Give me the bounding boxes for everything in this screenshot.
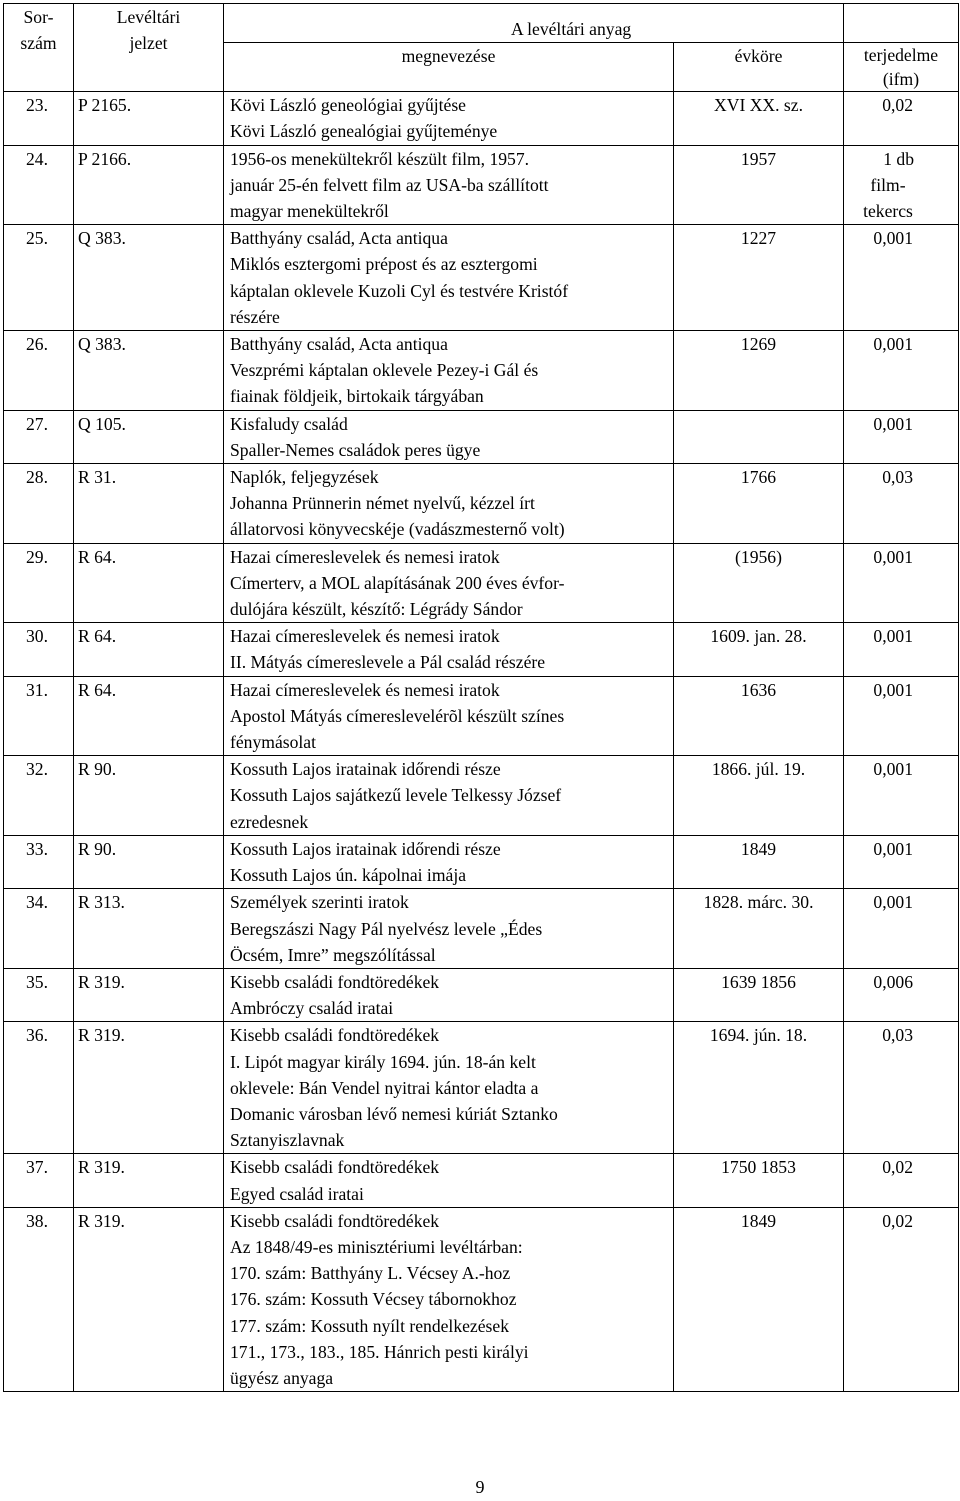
record-extent-line: 0,03 xyxy=(882,467,913,488)
record-description-line: ezredesnek xyxy=(230,811,309,832)
record-series: Kövi László geneológiai gyűjtése xyxy=(230,95,466,116)
header-group-title: A levéltári anyag xyxy=(224,4,844,43)
table-row xyxy=(4,543,959,623)
record-description-line: Johanna Prünnerin német nyelvű, kézzel írt xyxy=(230,493,535,514)
record-description-line: II. Mátyás címereslevele a Pál család részére xyxy=(230,652,546,673)
table-row xyxy=(4,676,959,756)
archival-signature: R 64. xyxy=(74,543,224,623)
archival-signature: P 2165. xyxy=(74,92,224,145)
record-extent xyxy=(844,1154,959,1207)
table-row xyxy=(4,1022,959,1154)
record-era: XVI XX. sz. xyxy=(674,92,844,145)
record-extent-line: 0,02 xyxy=(882,95,913,116)
record-description-line: Kossuth Lajos ún. kápolnai imája xyxy=(230,865,467,886)
table-row xyxy=(4,145,959,225)
header-extent-line2: (ifm) xyxy=(882,69,920,90)
header-era: évköre xyxy=(674,43,844,92)
record-extent-line: 0,001 xyxy=(873,334,913,355)
record-extent-line: 0,03 xyxy=(882,1025,913,1046)
table-row xyxy=(4,756,959,836)
record-era: 1639 1856 xyxy=(674,968,844,1021)
record-series: Batthyány család, Acta antiqua xyxy=(230,334,448,355)
record-extent xyxy=(844,1207,959,1391)
row-number: 27. xyxy=(4,410,74,463)
record-description-line: 177. szám: Kossuth nyílt rendelkezések xyxy=(230,1315,509,1336)
table-row xyxy=(4,225,959,331)
record-era: 1694. jún. 18. xyxy=(674,1022,844,1154)
record-series: Hazai címereslevelek és nemesi iratok xyxy=(230,546,500,567)
record-description-line: Ambróczy család iratai xyxy=(230,998,394,1019)
record-description-line: részére xyxy=(230,306,280,327)
record-era: (1956) xyxy=(674,543,844,623)
record-era: 1636 xyxy=(674,676,844,756)
record-extent-line: 0,02 xyxy=(882,1210,913,1231)
record-description-line: Veszprémi káptalan oklevele Pezey-i Gál és xyxy=(230,360,539,381)
record-extent-line: tekercs xyxy=(863,201,913,222)
record-description-line: Az 1848/49-es minisztériumi levéltárban: xyxy=(230,1236,523,1257)
archival-signature: Q 105. xyxy=(74,410,224,463)
record-extent-line: 0,001 xyxy=(873,228,913,249)
record-extent xyxy=(844,410,959,463)
archival-signature: R 90. xyxy=(74,756,224,836)
header-signature xyxy=(74,4,224,92)
record-description xyxy=(224,1022,674,1154)
record-description-line: oklevele: Bán Vendel nyitrai kántor eladta a xyxy=(230,1077,539,1098)
record-description-line: Spaller-Nemes családok peres ügye xyxy=(230,439,481,460)
record-extent-line: 0,02 xyxy=(882,1157,913,1178)
record-description xyxy=(224,968,674,1021)
table-row xyxy=(4,331,959,411)
row-number: 33. xyxy=(4,835,74,888)
record-description-line: 170. szám: Batthyány L. Vécsey A.-hoz xyxy=(230,1263,511,1284)
archival-signature: R 319. xyxy=(74,1207,224,1391)
row-number: 36. xyxy=(4,1022,74,1154)
record-extent xyxy=(844,543,959,623)
record-description-line: állatorvosi könyvecskéje (vadászmesternő volt) xyxy=(230,519,565,540)
table-header xyxy=(4,4,959,92)
record-description-line: fiainak földjeik, birtokaik tárgyában xyxy=(230,386,484,407)
record-description xyxy=(224,543,674,623)
record-description xyxy=(224,1207,674,1391)
record-extent xyxy=(844,968,959,1021)
record-description xyxy=(224,145,674,225)
record-era: 1609. jan. 28. xyxy=(674,623,844,676)
record-description xyxy=(224,889,674,969)
row-number: 37. xyxy=(4,1154,74,1207)
record-description-line: január 25-én felvett film az USA-ba szállított xyxy=(230,174,549,195)
record-extent-line: 1 db xyxy=(883,148,914,169)
record-description xyxy=(224,331,674,411)
record-description-line: Domanic városban lévő nemesi kúriát Sztanko xyxy=(230,1103,558,1124)
table-row xyxy=(4,889,959,969)
record-description xyxy=(224,756,674,836)
archival-signature: Q 383. xyxy=(74,331,224,411)
record-extent-line: 0,001 xyxy=(873,892,913,913)
table-row xyxy=(4,410,959,463)
archival-signature: P 2166. xyxy=(74,145,224,225)
record-extent-line: 0,001 xyxy=(873,838,913,859)
record-extent xyxy=(844,623,959,676)
record-era: 1750 1853 xyxy=(674,1154,844,1207)
record-era: 1849 xyxy=(674,1207,844,1391)
record-description xyxy=(224,835,674,888)
record-series: Kisebb családi fondtöredékek xyxy=(230,1210,440,1231)
table-row xyxy=(4,92,959,145)
record-extent xyxy=(844,1022,959,1154)
record-description-line: I. Lipót magyar király 1694. jún. 18-án kelt xyxy=(230,1051,536,1072)
record-description-line: Egyed család iratai xyxy=(230,1183,364,1204)
record-description-line: Kossuth Lajos sajátkezű levele Telkessy József xyxy=(230,785,562,806)
record-description xyxy=(224,410,674,463)
record-series: Kisfaludy család xyxy=(230,413,348,434)
record-description-line: dulójára készült, készítő: Légrády Sándor xyxy=(230,599,523,620)
record-description-line: Beregszászi Nagy Pál nyelvész levele „Édes xyxy=(230,918,543,939)
record-extent xyxy=(844,145,959,225)
record-description xyxy=(224,676,674,756)
row-number: 30. xyxy=(4,623,74,676)
header-signature-line1: Levéltári xyxy=(116,7,181,27)
record-series: Kisebb családi fondtöredékek xyxy=(230,1157,440,1178)
record-extent xyxy=(844,835,959,888)
archival-register-table xyxy=(3,3,959,1392)
archival-signature: R 64. xyxy=(74,676,224,756)
row-number: 34. xyxy=(4,889,74,969)
record-description xyxy=(224,92,674,145)
record-series: Személyek szerinti iratok xyxy=(230,892,409,913)
record-era: 1866. júl. 19. xyxy=(674,756,844,836)
record-description-line: Címerterv, a MOL alapításának 200 éves évfor- xyxy=(230,572,565,593)
record-series: Kossuth Lajos iratainak időrendi része xyxy=(230,838,501,859)
record-description-line: Sztanyiszlavnak xyxy=(230,1130,345,1151)
record-description xyxy=(224,225,674,331)
record-series: Hazai címereslevelek és nemesi iratok xyxy=(230,626,500,647)
record-description-line: Apostol Mátyás címereslevelérõl készült színes xyxy=(230,705,565,726)
header-description: megnevezése xyxy=(224,43,674,92)
record-series: Kisebb családi fondtöredékek xyxy=(230,1025,440,1046)
table-row xyxy=(4,623,959,676)
record-description xyxy=(224,464,674,544)
record-description-line: magyar menekültekről xyxy=(230,201,389,222)
row-number: 31. xyxy=(4,676,74,756)
record-series: Hazai címereslevelek és nemesi iratok xyxy=(230,679,500,700)
archival-signature: Q 383. xyxy=(74,225,224,331)
record-series: Batthyány család, Acta antiqua xyxy=(230,228,448,249)
record-era: 1766 xyxy=(674,464,844,544)
row-number: 28. xyxy=(4,464,74,544)
record-extent xyxy=(844,676,959,756)
table-row xyxy=(4,835,959,888)
record-extent xyxy=(844,225,959,331)
row-number: 38. xyxy=(4,1207,74,1391)
record-era: 1849 xyxy=(674,835,844,888)
archival-signature: R 319. xyxy=(74,1022,224,1154)
record-description-line: fénymásolat xyxy=(230,732,316,753)
header-signature-line2: jelzet xyxy=(129,33,168,54)
record-description-line: káptalan oklevele Kuzoli Cyl és testvére Kristóf xyxy=(230,280,569,301)
row-number: 35. xyxy=(4,968,74,1021)
record-description-line: 176. szám: Kossuth Vécsey tábornokhoz xyxy=(230,1289,517,1310)
header-extent xyxy=(844,43,959,92)
record-series: Kossuth Lajos iratainak időrendi része xyxy=(230,759,501,780)
row-number: 32. xyxy=(4,756,74,836)
record-extent-line: 0,001 xyxy=(873,626,913,647)
header-extent-line1: terjedelme xyxy=(863,45,939,66)
archival-signature: R 64. xyxy=(74,623,224,676)
table-row xyxy=(4,464,959,544)
header-group-spacer xyxy=(844,4,959,43)
row-number: 24. xyxy=(4,145,74,225)
record-extent-line: 0,001 xyxy=(873,679,913,700)
archival-signature: R 319. xyxy=(74,1154,224,1207)
record-description-line: Miklós esztergomi prépost és az esztergomi xyxy=(230,254,538,275)
header-row-number-line1: Sor- xyxy=(23,7,54,27)
record-series: 1956-os menekültekről készült film, 1957. xyxy=(230,148,530,169)
record-era: 1828. márc. 30. xyxy=(674,889,844,969)
archival-signature: R 90. xyxy=(74,835,224,888)
record-extent xyxy=(844,92,959,145)
table-row xyxy=(4,1154,959,1207)
page-number: 9 xyxy=(475,1477,485,1497)
record-extent-line: 0,001 xyxy=(873,413,913,434)
header-row-number-line2: szám xyxy=(20,33,57,54)
record-extent xyxy=(844,331,959,411)
table-body xyxy=(4,92,959,1392)
record-description-line: ügyész anyaga xyxy=(230,1367,334,1388)
record-era: 1957 xyxy=(674,145,844,225)
table-row xyxy=(4,1207,959,1391)
record-extent-line: 0,001 xyxy=(873,546,913,567)
archival-signature: R 31. xyxy=(74,464,224,544)
record-extent-line: 0,001 xyxy=(873,759,913,780)
record-extent-line: film- xyxy=(870,174,906,195)
header-row-number xyxy=(4,4,74,92)
record-era: 1269 xyxy=(674,331,844,411)
record-description xyxy=(224,623,674,676)
record-series: Naplók, feljegyzések xyxy=(230,467,379,488)
record-era xyxy=(674,410,844,463)
record-extent xyxy=(844,756,959,836)
archival-signature: R 319. xyxy=(74,968,224,1021)
record-description-line: Kövi László genealógiai gyűjteménye xyxy=(230,121,498,142)
record-extent xyxy=(844,889,959,969)
record-extent xyxy=(844,464,959,544)
row-number: 25. xyxy=(4,225,74,331)
archival-signature: R 313. xyxy=(74,889,224,969)
record-era: 1227 xyxy=(674,225,844,331)
table-row xyxy=(4,968,959,1021)
row-number: 23. xyxy=(4,92,74,145)
row-number: 29. xyxy=(4,543,74,623)
record-extent-line: 0,006 xyxy=(873,971,913,992)
row-number: 26. xyxy=(4,331,74,411)
record-description-line: Öcsém, Imre” megszólítással xyxy=(230,944,436,965)
record-description xyxy=(224,1154,674,1207)
record-series: Kisebb családi fondtöredékek xyxy=(230,971,440,992)
record-description-line: 171., 173., 183., 185. Hánrich pesti királyi xyxy=(230,1341,529,1362)
